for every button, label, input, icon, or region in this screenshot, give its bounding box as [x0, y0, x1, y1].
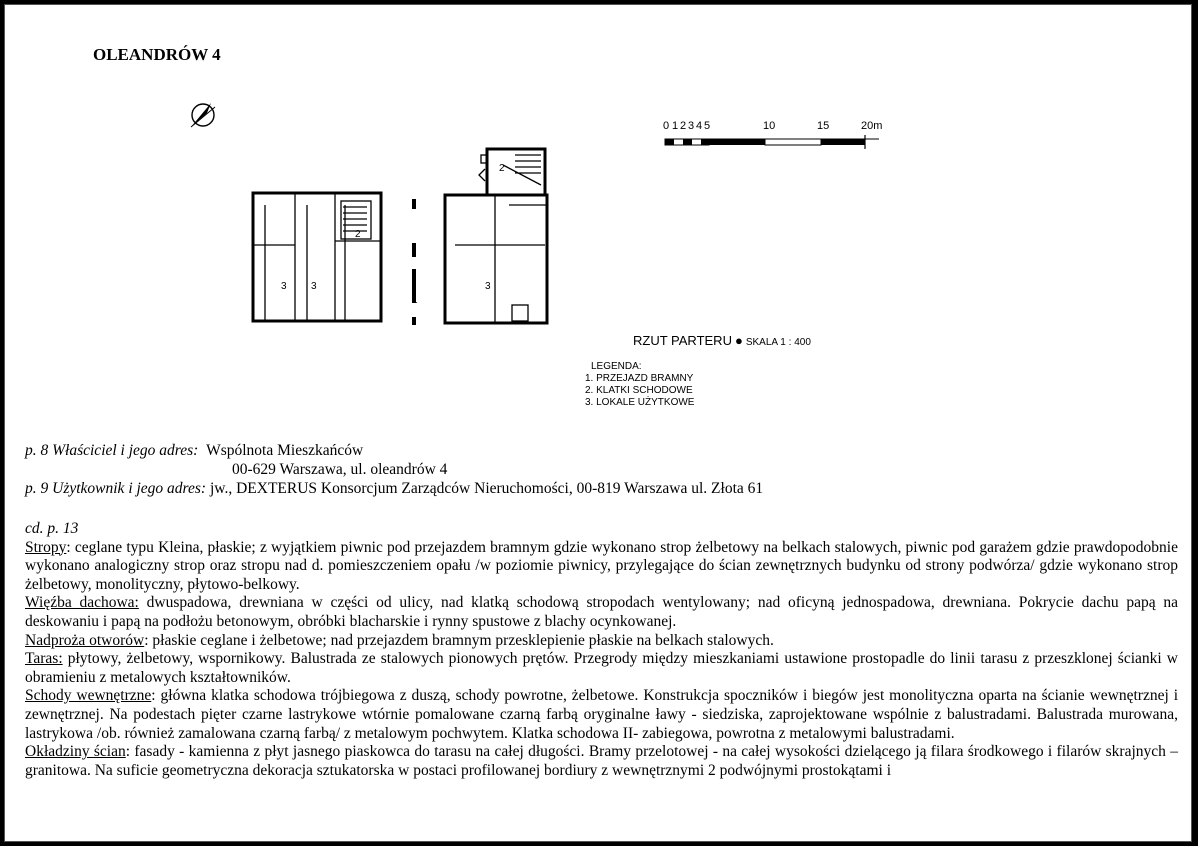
owner-label: p. 8 Właściciel i jego adres: — [25, 442, 199, 459]
scale-tick-label: 15 — [817, 120, 830, 132]
scale-tick-label: 2 — [680, 120, 687, 132]
plan-name: RZUT PARTERU — [633, 333, 732, 348]
paragraph-stropy — [25, 539, 1178, 595]
paragraph-text: płytowy, żelbetowy, wspornikowy. Balustrada ze stalowych pionowych prętów. Przegrody między mieszkaniami ustawione prostopadle do linii tarasu z przeszklonej ścianki w obramieniu z metalowych kształtowników. — [25, 650, 1178, 686]
legend-heading: LEGENDA: — [591, 361, 642, 372]
paragraph-heading: Więźba dachowa: — [25, 594, 139, 612]
scale-tick-label: 0 — [663, 120, 670, 132]
legend-item: 3. LOKALE UŻYTKOWE — [585, 397, 695, 408]
paragraph-text: dwuspadowa, drewniana w części od ulicy, nad klatką schodową stropodach wentylowany; nad oficyną jednospadowa, drewniana. Pokrycie dachu papą na deskowaniu i papą na podłożu betonowym, obróbki blacharskie i rynny spustowe z blachy ocynkowanej. — [25, 594, 1178, 630]
scale-tick-label: 3 — [688, 120, 695, 132]
bullet-icon: ● — [734, 333, 743, 348]
paragraph-text: : ceglane typu Kleina, płaskie; z wyjątkiem piwnic pod przejazdem bramnym gdzie wykonano strop żelbetowy na belkach stalowych, piwnic pod garażem gdzie prawdopodobnie wykonano analogiczny strop oraz stropu nad d. pomieszczeniem opału /w poziomie piwnicy, przylegające do ścian zewnętrznych budynku od strony podwórza/ gdzie wykonano strop żelbetowy, monolityczny, płytowo-belkowy. — [25, 538, 1178, 593]
description-section — [25, 520, 1178, 780]
address-block — [25, 441, 1185, 498]
paragraph-text: : fasady - kamienna z płyt jasnego piaskowca do tarasu na całej długości. Bramy przelotowej - na całej wysokości dzielącego ją filara środkowego i filarów skrajnych – granitowa. Na suficie geometryczna dekoracja sztukatorska w postaci profilowanej bordiury z wewnętrznymi 2 podwójnymi prostokątami i — [25, 743, 1178, 779]
paragraph-text: : płaskie ceglane i żelbetowe; nad przejazdem bramnym przesklepienie płaskie na belkach stalowych. — [144, 631, 774, 649]
paragraph-taras — [25, 650, 1178, 687]
legend — [585, 361, 694, 409]
legend-item: 1. PRZEJAZD BRAMNY — [585, 373, 694, 384]
owner-row — [25, 441, 1185, 460]
paragraph-heading: Okładziny ścian — [25, 743, 126, 761]
scale-tick-label: 20m — [861, 120, 883, 132]
plan-label: 3 — [485, 281, 491, 292]
scale-tick-label: 4 — [696, 120, 703, 132]
paragraph-nadproza — [25, 632, 1178, 651]
plan-label: 3 — [311, 281, 317, 292]
section-ref: cd. p. 13 — [25, 520, 79, 537]
owner-address: 00-629 Warszawa, ul. oleandrów 4 — [232, 461, 448, 478]
floor-plan — [245, 145, 565, 335]
user-row — [25, 479, 1185, 498]
paragraph-heading: Stropy — [25, 538, 67, 556]
plan-scale: SKALA 1 : 400 — [745, 337, 811, 348]
paragraph-schody — [25, 687, 1178, 743]
scale-tick-label: 1 — [672, 120, 679, 132]
paragraph-heading: Taras: — [25, 650, 63, 668]
user-value: jw., DEXTERUS Konsorcjum Zarządców Nieruchomości, 00-819 Warszawa ul. Złota 61 — [209, 480, 764, 497]
plan-label: 2 — [355, 229, 361, 240]
legend-item: 2. KLATKI SCHODOWE — [585, 385, 693, 396]
plan-label: 2 — [499, 163, 505, 174]
document-title: OLEANDRÓW 4 — [93, 45, 221, 64]
paragraph-heading: Schody wewnętrzne — [25, 687, 152, 705]
paragraph-okladziny — [25, 743, 1178, 780]
paragraph-text: : główna klatka schodowa trójbiegowa z duszą, schody powrotne, żelbetowe. Konstrukcja spoczników i biegów jest monolityczna oparta na ścianie wewnętrznej i zewnętrznej. Na podestach pięter czarne lastrykowe wtórnie pomalowane czarną farbą oryginalne ławy - siedziska, zaprojektowane wspólnie z balustradami. Balustrada murowana, lastrykowa /ob. również zamalowana czarną farbą/ z metalowym pochwytem. Klatka schodowa II- zabiegowa, powrotna z metalowymi balustradami. — [25, 687, 1179, 742]
plan-caption — [633, 333, 811, 348]
scale-tick-label: 5 — [704, 120, 711, 132]
paragraph-wiezba — [25, 594, 1178, 631]
document-page — [4, 4, 1192, 842]
scale-bar — [655, 117, 895, 151]
owner-name: Wspólnota Mieszkańców — [206, 442, 364, 459]
scale-tick-label: 10 — [763, 120, 776, 132]
plan-label: 1 — [412, 295, 418, 306]
north-arrow-icon — [185, 97, 221, 133]
paragraph-heading: Nadproża otworów — [25, 631, 145, 649]
plan-label: 3 — [281, 281, 287, 292]
user-label: p. 9 Użytkownik i jego adres: — [25, 480, 207, 497]
